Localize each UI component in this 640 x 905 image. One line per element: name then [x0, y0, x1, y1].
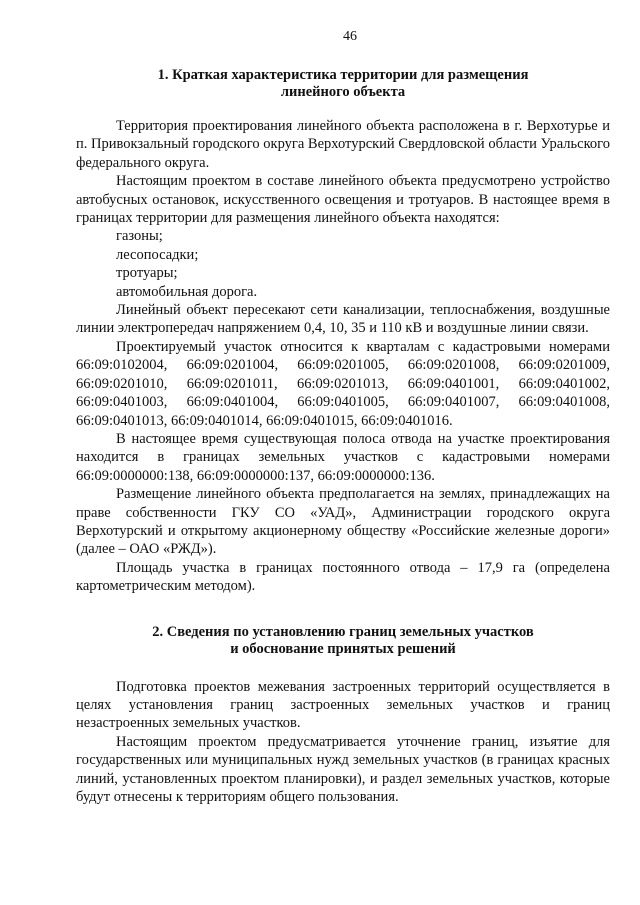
list-item: газоны; [116, 228, 163, 245]
paragraph: В настоящее время существующая полоса отвода на участке проектирования находится в границах земельных участков с кадастровыми номерами 66:09:0000000:138, 66:09:0000000:137, 66:09:0000000:136. [76, 430, 610, 484]
section-2-title-line-2: и обоснование принятых решений [230, 640, 456, 657]
paragraph: Территория проектирования линейного объекта расположена в г. Верхотурье и п. Привокзальный городского округа Верхотурский Свердловской области Уральского федерального округа. [76, 118, 610, 171]
page-number: 46 [343, 29, 357, 44]
list-item: лесопосадки; [116, 246, 199, 263]
section-2-heading [76, 624, 610, 658]
section-1-heading [76, 67, 610, 101]
section-1-title-line-2: линейного объекта [280, 84, 406, 100]
list-item: тротуары; [116, 265, 178, 282]
paragraph: Линейный объект пересекают сети канализации, теплоснабжения, воздушные линии электропередач напряжением 0,4, 10, 35 и 110 кВ и воздушные линии связи. [76, 302, 610, 337]
list-item: автомобильная дорога. [116, 283, 258, 300]
paragraph: Подготовка проектов межевания застроенных территорий осуществляется в целях установления границ застроенных земельных участков и границ незастроенных земельных участков. [76, 678, 610, 732]
section-2-title-line-1: 2. Сведения по установлению границ земельных участков [152, 623, 534, 640]
paragraph: Размещение линейного объекта предполагается на землях, принадлежащих на праве собственности ГКУ СО «УАД», Администрации городского округа Верхотурский и открытому акционерному обществу «Российские железные дороги» (далее – ОАО «РЖД»). [76, 486, 610, 558]
paragraph: Настоящим проектом в составе линейного объекта предусмотрено устройство автобусных остановок, искусственного освещения и тротуаров. В настоящее время в границах территории для размещения линейного объекта находятся: [76, 173, 610, 227]
paragraph: Настоящим проектом предусматривается уточнение границ, изъятие для государственных или муниципальных нужд земельных участков (в границах красных линий, установленных проектом планировки), и раздел земельных участков, которые будут отнесены к территориям общего пользования. [76, 733, 610, 805]
section-1-title-line-1: 1. Краткая характеристика территории для размещения [157, 67, 529, 83]
paragraph: Площадь участка в границах постоянного отвода – 17,9 га (определена картометрическим методом). [76, 559, 610, 595]
paragraph-cadastral-numbers: Проектируемый участок относится к кварталам с кадастровыми номерами 66:09:0102004, 66:09:0201004, 66:09:0201005, 66:09:0201008, 66:09:0201009, 66:09:0201010, 66:09:0201011, 66:09:0201013, 66:09:0401001, 66:09:0401002, 66:09:0401003, 66:09:0401004, 66:09:0401005, 66:09:0401007, 66:09:0401008, 66:09:0401013, 66:09:0401014, 66:09:0401015, 66:09:0401016. [76, 338, 610, 429]
